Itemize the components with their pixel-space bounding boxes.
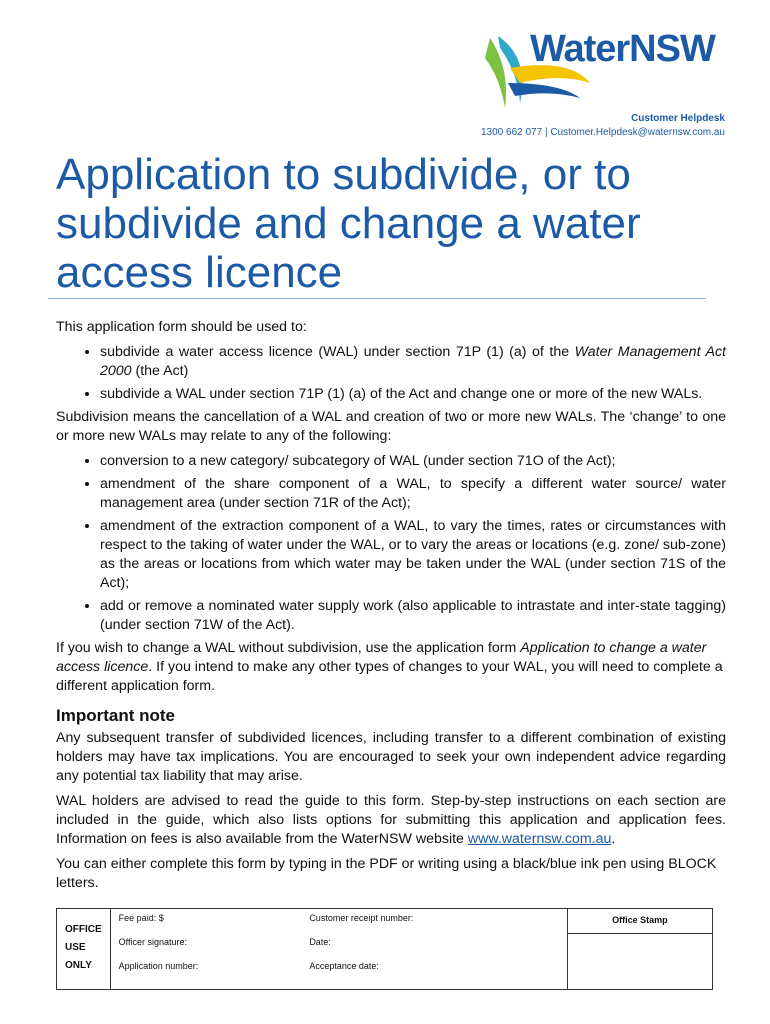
customer-receipt-field[interactable]: Customer receipt number: (309, 913, 414, 923)
title-divider (48, 298, 706, 299)
logo-wordmark: WaterNSW (530, 28, 715, 70)
complete-paragraph: You can either complete this form by typing in the PDF or writing using a black/blue ink pen using BLOCK letters. (56, 856, 717, 891)
list-item: • amendment of the extraction component of a WAL, to vary the times, rates or circumstances with respect to the taking of water under the WAL, or to vary the areas or locations (e.g. zone/ sub-zone) as the areas or locations from which water may be taken under the WAL (under section 71S of the Act); (100, 517, 726, 593)
date-field[interactable]: Date: (309, 937, 331, 947)
list-item: • subdivide a water access licence (WAL) under section 71P (1) (a) of the Water Management Act 2000 (the Act) (100, 343, 726, 381)
fee-paid-field[interactable]: Fee paid: $ (118, 913, 164, 923)
list-item: • add or remove a nominated water supply work (also applicable to intrastate and inter-state tagging) (under section 71W of the Act). (100, 597, 726, 635)
office-stamp-label: Office Stamp (568, 909, 712, 934)
helpdesk-contact (481, 112, 725, 140)
office-use-label: OFFICE USE ONLY (57, 909, 111, 990)
guide-paragraph: WAL holders are advised to read the guide to this form. Step-by-step instructions on each section are included in the guide, which also lists options for submitting this application and application fees. Information on fees is also available from the WaterNSW website www.waternsw.com.au. (56, 793, 726, 847)
office-stamp-box (568, 934, 712, 980)
important-note-paragraph: Any subsequent transfer of subdivided licences, including transfer to a different combination of existing holders may have tax implications. You are encouraged to seek your own independent advice regarding any potential tax liability that may arise. (56, 730, 726, 784)
list-item: • amendment of the share component of a WAL, to specify a different water source/ water management area (under section 71R of the Act); (100, 475, 726, 513)
page-title: Application to subdivide, or to subdivide and change a water access licence (56, 150, 641, 297)
acceptance-date-field[interactable]: Acceptance date: (309, 961, 379, 971)
use-list (56, 343, 726, 404)
helpdesk-details: 1300 662 077 | Customer.Helpdesk@waternsw.com.au (481, 127, 725, 138)
intro-text: This application form should be used to: (56, 319, 307, 335)
helpdesk-title: Customer Helpdesk (631, 113, 725, 124)
subdivision-paragraph: Subdivision means the cancellation of a WAL and creation of two or more new WALs. The ‘change’ to one or more new WALs may relate to any of the following: (56, 409, 726, 444)
list-item: • subdivide a WAL under section 71P (1) (a) of the Act and change one or more of the new WALs. (100, 385, 726, 404)
change-paragraph: If you wish to change a WAL without subdivision, use the application form Application to change a water access licence. If you intend to make any other types of changes to your WAL, you will need to complete a different application form. (56, 640, 723, 694)
office-stamp-area (567, 909, 712, 990)
list-item: • conversion to a new category/ subcategory of WAL (under section 71O of the Act); (100, 452, 726, 471)
application-number-field[interactable]: Application number: (118, 961, 199, 971)
waternsw-website-link[interactable]: www.waternsw.com.au (467, 831, 612, 847)
form-intro (56, 318, 726, 899)
important-note-heading: Important note (56, 706, 175, 725)
change-list (56, 452, 726, 635)
office-use-table (56, 908, 713, 990)
office-fields (110, 909, 567, 990)
officer-signature-field[interactable]: Officer signature: (118, 937, 188, 947)
